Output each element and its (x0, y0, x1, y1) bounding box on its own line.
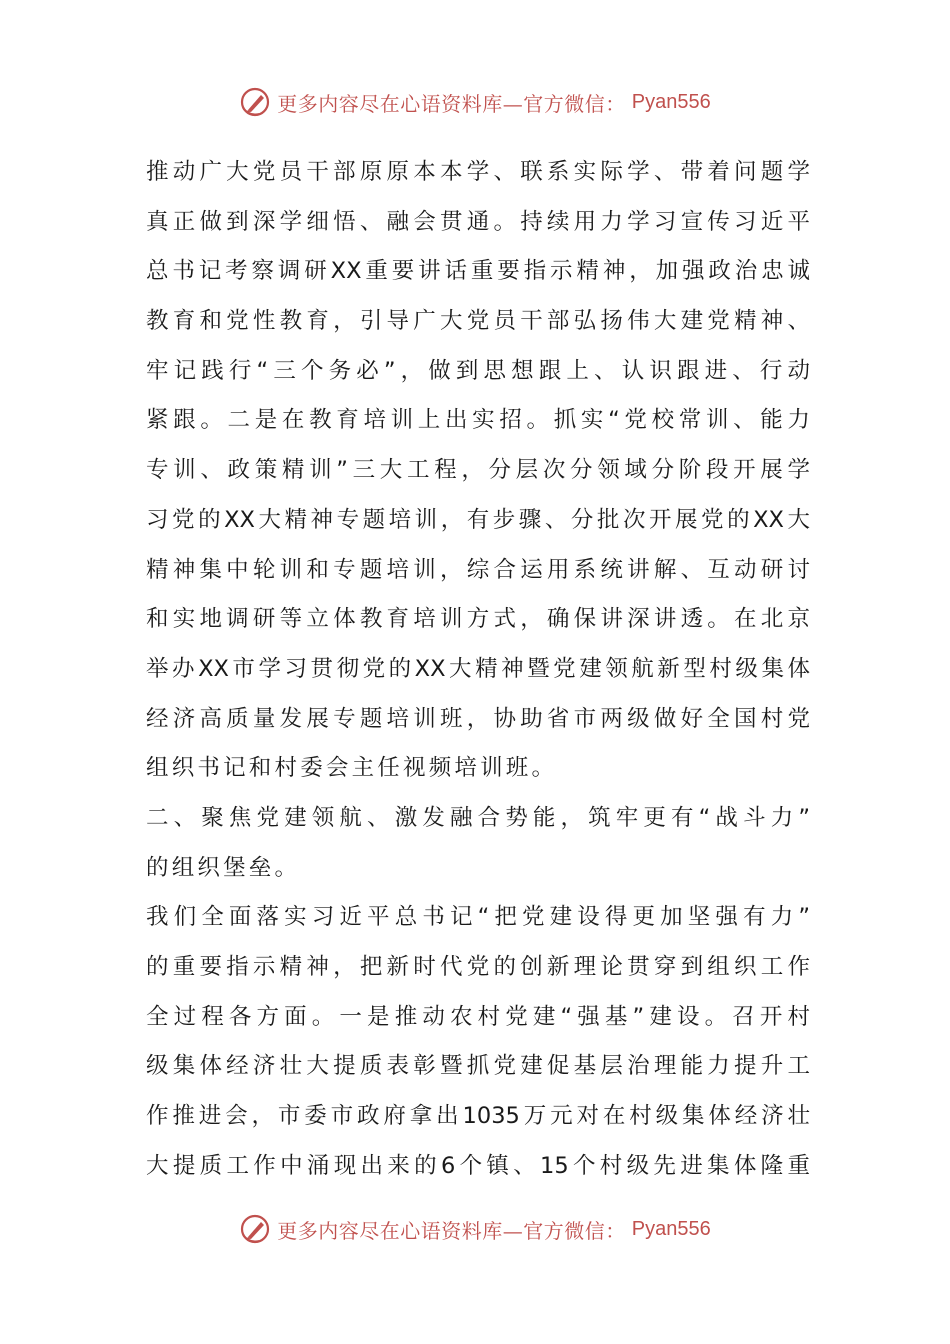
document-body (146, 148, 810, 1191)
text-line: 组织书记和村委会主任视频培训班。 (146, 755, 558, 782)
text-line: 大提质工作中涌现出来的6个镇、15个村级先进集体隆重 (146, 1152, 810, 1179)
text-line: 作推进会，市委市政府拿出1035万元对在村级集体经济壮 (146, 1103, 810, 1130)
text-line: 真正做到深学细悟、融会贯通。持续用力学习宣传习近平 (146, 208, 810, 235)
text-line: 紧跟。二是在教育培训上出实招。抓实“党校常训、能力 (146, 407, 810, 434)
text-line: 我们全面落实习近平总书记“把党建设得更加坚强有力” (146, 904, 810, 931)
footer-watermark (0, 1213, 950, 1245)
text-line: 总书记考察调研XX重要讲话重要指示精神，加强政治忠诚 (146, 258, 810, 285)
watermark-wechat-id: Pyan556 (631, 90, 711, 113)
text-line: 精神集中轮训和专题培训，综合运用系统讲解、互动研讨 (146, 556, 810, 583)
watermark-wechat-id: Pyan556 (631, 1217, 711, 1240)
text-line: 牢记践行“三个务必”，做到思想跟上、认识跟进、行动 (146, 357, 810, 384)
text-line: 教育和党性教育，引导广大党员干部弘扬伟大建党精神、 (146, 308, 810, 335)
text-line: 推动广大党员干部原原本本学、联系实际学、带着问题学 (146, 159, 810, 185)
watermark-text: 更多内容尽在心语资料库—官方微信： (277, 1218, 626, 1243)
text-line: 全过程各方面。一是推动农村党建“强基”建设。召开村 (146, 1003, 810, 1030)
text-line: 的重要指示精神，把新时代党的创新理论贯穿到组织工作 (146, 954, 810, 980)
section-heading-line: 二、聚焦党建领航、激发融合势能，筑牢更有“战斗力” (146, 804, 810, 831)
header-watermark (0, 86, 950, 118)
text-line: 专训、政策精训”三大工程，分层次分领域分阶段开展学 (146, 457, 810, 484)
text-line: 级集体经济壮大提质表彰暨抓党建促基层治理能力提升工 (146, 1053, 810, 1080)
text-line: 经济高质量发展专题培训班，协助省市两级做好全国村党 (146, 705, 810, 732)
pen-circle-logo-icon (239, 1213, 271, 1245)
section-heading-line: 的组织堡垒。 (146, 854, 301, 881)
watermark-text: 更多内容尽在心语资料库—官方微信： (277, 91, 626, 116)
text-line: 举办XX市学习贯彻党的XX大精神暨党建领航新型村级集体 (146, 655, 810, 682)
text-line: 和实地调研等立体教育培训方式，确保讲深讲透。在北京 (146, 606, 810, 633)
text-line: 习党的XX大精神专题培训，有步骤、分批次开展党的XX大 (146, 506, 810, 533)
pen-circle-logo-icon (239, 86, 271, 118)
